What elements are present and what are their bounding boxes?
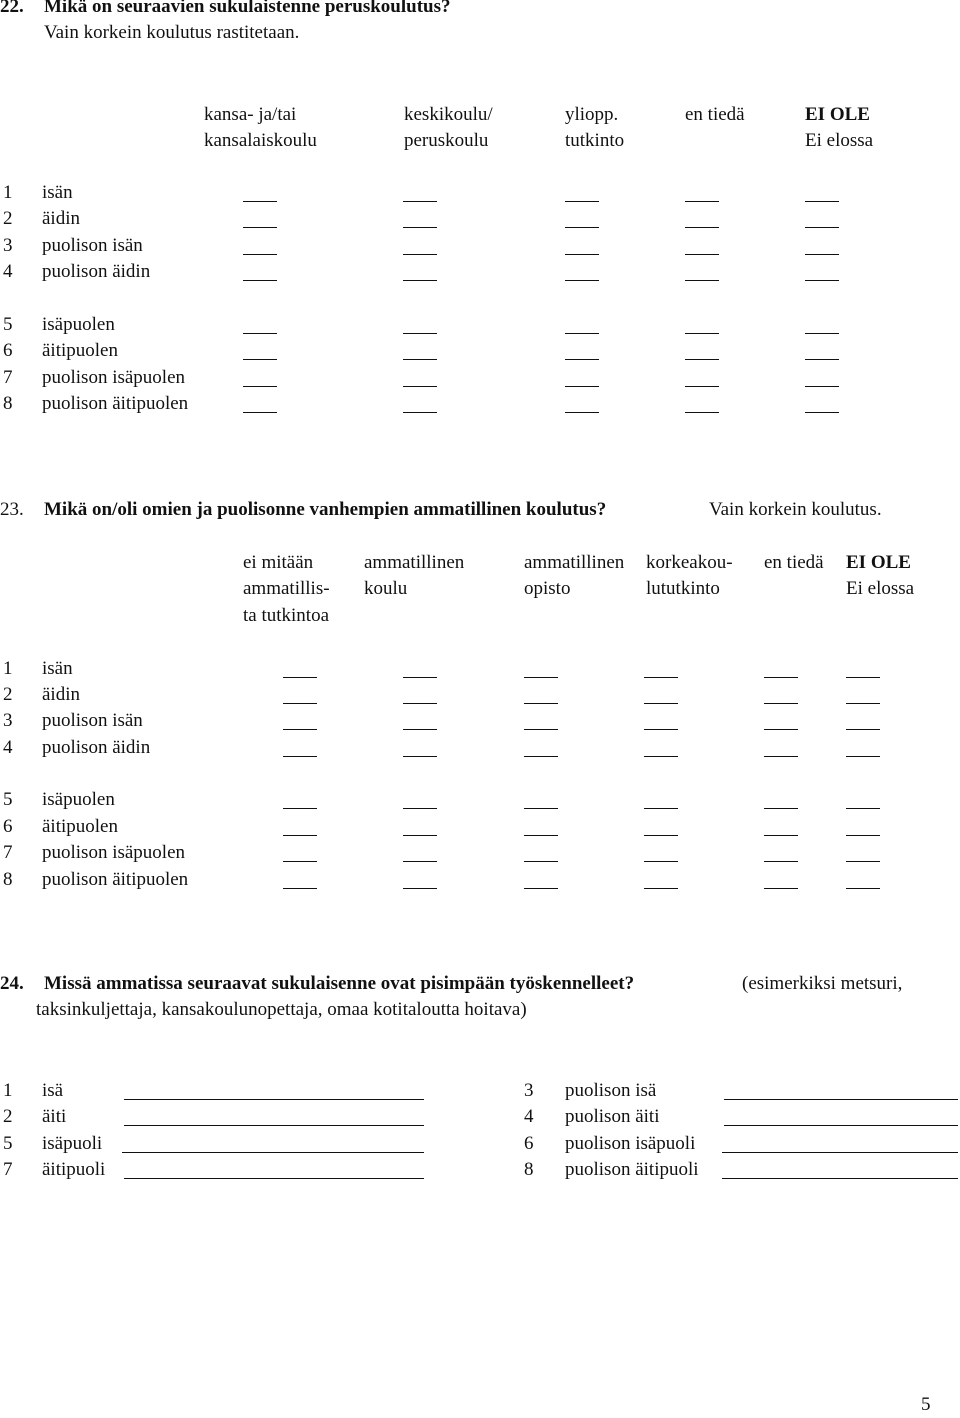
answer-blank[interactable] <box>846 756 880 757</box>
row-label: puolison isä <box>565 1080 657 1101</box>
row-number: 2 <box>3 684 13 705</box>
occupation-field[interactable] <box>124 1099 424 1100</box>
row-label: äidin <box>42 208 80 229</box>
answer-blank[interactable] <box>403 386 437 387</box>
q22-col-header: EI OLE <box>805 104 870 125</box>
q22-col-header: keskikoulu/ <box>404 104 493 125</box>
row-label: isäpuoli <box>42 1133 103 1154</box>
answer-blank[interactable] <box>243 386 277 387</box>
q22-col-header: kansalaiskoulu <box>204 130 317 151</box>
answer-blank[interactable] <box>805 280 839 281</box>
row-number: 5 <box>3 314 13 335</box>
q24-title: Missä ammatissa seuraavat sukulaisenne ovat pisimpään työskennelleet? <box>44 973 635 994</box>
answer-blank[interactable] <box>283 861 317 862</box>
answer-blank[interactable] <box>243 201 277 202</box>
answer-blank[interactable] <box>846 729 880 730</box>
row-number: 8 <box>3 869 13 890</box>
answer-blank[interactable] <box>283 888 317 889</box>
answer-blank[interactable] <box>805 201 839 202</box>
q22-col-header: Ei elossa <box>805 130 874 151</box>
q23-col-header: ei mitään <box>243 552 314 573</box>
row-label: puolison isän <box>42 710 143 731</box>
row-label: isäpuolen <box>42 314 115 335</box>
row-label: puolison äiti <box>565 1106 660 1127</box>
answer-blank[interactable] <box>403 677 437 678</box>
row-label: isän <box>42 182 73 203</box>
answer-blank[interactable] <box>565 280 599 281</box>
answer-blank[interactable] <box>685 333 719 334</box>
answer-blank[interactable] <box>243 227 277 228</box>
answer-blank[interactable] <box>764 703 798 704</box>
q23-number: 23. <box>0 499 24 520</box>
row-number: 6 <box>3 340 13 361</box>
answer-blank[interactable] <box>524 835 558 836</box>
answer-blank[interactable] <box>644 703 678 704</box>
answer-blank[interactable] <box>846 677 880 678</box>
answer-blank[interactable] <box>764 835 798 836</box>
answer-blank[interactable] <box>283 835 317 836</box>
q23-subtitle: Vain korkein koulutus. <box>709 499 882 520</box>
answer-blank[interactable] <box>524 808 558 809</box>
row-number: 4 <box>3 261 13 282</box>
row-label: puolison isäpuolen <box>42 367 186 388</box>
occupation-field[interactable] <box>124 1125 424 1126</box>
row-label: isän <box>42 658 73 679</box>
occupation-field[interactable] <box>124 1178 424 1179</box>
answer-blank[interactable] <box>644 861 678 862</box>
row-label: puolison isäpuolen <box>42 842 186 863</box>
answer-blank[interactable] <box>403 333 437 334</box>
q23-col-header: Ei elossa <box>846 578 915 599</box>
answer-blank[interactable] <box>565 201 599 202</box>
answer-blank[interactable] <box>524 703 558 704</box>
answer-blank[interactable] <box>644 808 678 809</box>
answer-blank[interactable] <box>403 703 437 704</box>
occupation-field[interactable] <box>724 1099 958 1100</box>
q23-col-header: koulu <box>364 578 408 599</box>
row-number: 1 <box>3 182 13 203</box>
row-number: 4 <box>524 1106 534 1127</box>
answer-blank[interactable] <box>764 729 798 730</box>
answer-blank[interactable] <box>685 412 719 413</box>
answer-blank[interactable] <box>403 280 437 281</box>
answer-blank[interactable] <box>403 412 437 413</box>
answer-blank[interactable] <box>846 703 880 704</box>
answer-blank[interactable] <box>524 677 558 678</box>
q23-col-header: korkeakou- <box>646 552 733 573</box>
q24-note: (esimerkiksi metsuri, <box>742 973 903 994</box>
q23-col-header: lututkinto <box>646 578 720 599</box>
answer-blank[interactable] <box>524 888 558 889</box>
answer-blank[interactable] <box>565 386 599 387</box>
answer-blank[interactable] <box>283 677 317 678</box>
q23-col-header: opisto <box>524 578 571 599</box>
row-number: 7 <box>3 1159 13 1180</box>
answer-blank[interactable] <box>403 254 437 255</box>
answer-blank[interactable] <box>283 729 317 730</box>
occupation-field[interactable] <box>722 1152 958 1153</box>
answer-blank[interactable] <box>403 227 437 228</box>
row-label: puolison isän <box>42 235 143 256</box>
answer-blank[interactable] <box>243 412 277 413</box>
row-label: puolison äidin <box>42 261 151 282</box>
answer-blank[interactable] <box>565 412 599 413</box>
row-label: äidin <box>42 684 80 705</box>
answer-blank[interactable] <box>524 861 558 862</box>
occupation-field[interactable] <box>122 1152 424 1153</box>
row-number: 6 <box>524 1133 534 1154</box>
q23-title: Mikä on/oli omien ja puolisonne vanhempien ammatillinen koulutus? <box>44 499 607 520</box>
answer-blank[interactable] <box>685 359 719 360</box>
answer-blank[interactable] <box>243 333 277 334</box>
q23-col-header: ta tutkintoa <box>243 605 330 626</box>
answer-blank[interactable] <box>805 386 839 387</box>
answer-blank[interactable] <box>764 888 798 889</box>
answer-blank[interactable] <box>403 835 437 836</box>
answer-blank[interactable] <box>764 677 798 678</box>
row-number: 1 <box>3 658 13 679</box>
row-number: 3 <box>3 235 13 256</box>
row-label: äitipuolen <box>42 340 118 361</box>
answer-blank[interactable] <box>685 280 719 281</box>
answer-blank[interactable] <box>403 729 437 730</box>
answer-blank[interactable] <box>565 333 599 334</box>
answer-blank[interactable] <box>644 888 678 889</box>
row-number: 5 <box>3 1133 13 1154</box>
q23-col-header: ammatillis- <box>243 578 330 599</box>
answer-blank[interactable] <box>846 835 880 836</box>
q22-col-header: kansa- ja/tai <box>204 104 297 125</box>
answer-blank[interactable] <box>565 254 599 255</box>
answer-blank[interactable] <box>805 359 839 360</box>
q22-col-header: tutkinto <box>565 130 625 151</box>
answer-blank[interactable] <box>805 254 839 255</box>
row-number: 2 <box>3 1106 13 1127</box>
q24-note: taksinkuljettaja, kansakoulunopettaja, omaa kotitaloutta hoitava) <box>36 999 527 1020</box>
answer-blank[interactable] <box>644 729 678 730</box>
answer-blank[interactable] <box>283 756 317 757</box>
answer-blank[interactable] <box>403 888 437 889</box>
answer-blank[interactable] <box>685 254 719 255</box>
answer-blank[interactable] <box>685 201 719 202</box>
answer-blank[interactable] <box>764 756 798 757</box>
row-number: 7 <box>3 842 13 863</box>
q23-col-header: en tiedä <box>764 552 824 573</box>
row-number: 3 <box>524 1080 534 1101</box>
row-label: isä <box>42 1080 64 1101</box>
answer-blank[interactable] <box>403 359 437 360</box>
row-number: 6 <box>3 816 13 837</box>
q23-col-header: ammatillinen <box>524 552 625 573</box>
q22-number: 22. <box>0 0 24 17</box>
answer-blank[interactable] <box>805 412 839 413</box>
answer-blank[interactable] <box>764 808 798 809</box>
answer-blank[interactable] <box>805 227 839 228</box>
answer-blank[interactable] <box>846 808 880 809</box>
page-number: 5 <box>921 1394 931 1415</box>
occupation-field[interactable] <box>724 1125 958 1126</box>
answer-blank[interactable] <box>243 254 277 255</box>
q22-subtitle: Vain korkein koulutus rastitetaan. <box>44 22 300 43</box>
row-label: isäpuolen <box>42 789 115 810</box>
row-number: 8 <box>524 1159 534 1180</box>
answer-blank[interactable] <box>524 756 558 757</box>
answer-blank[interactable] <box>283 808 317 809</box>
answer-blank[interactable] <box>403 756 437 757</box>
row-label: puolison äitipuoli <box>565 1159 699 1180</box>
row-label: äitipuolen <box>42 816 118 837</box>
row-number: 5 <box>3 789 13 810</box>
answer-blank[interactable] <box>403 201 437 202</box>
q23-col-header: EI OLE <box>846 552 911 573</box>
row-number: 1 <box>3 1080 13 1101</box>
answer-blank[interactable] <box>403 861 437 862</box>
q24-number: 24. <box>0 973 24 994</box>
answer-blank[interactable] <box>565 227 599 228</box>
row-number: 4 <box>3 737 13 758</box>
occupation-field[interactable] <box>722 1178 958 1179</box>
answer-blank[interactable] <box>805 333 839 334</box>
q22-title: Mikä on seuraavien sukulaistenne peruskoulutus? <box>44 0 451 17</box>
row-number: 2 <box>3 208 13 229</box>
answer-blank[interactable] <box>846 888 880 889</box>
row-label: äiti <box>42 1106 67 1127</box>
answer-blank[interactable] <box>764 861 798 862</box>
answer-blank[interactable] <box>243 359 277 360</box>
q23-col-header: ammatillinen <box>364 552 465 573</box>
row-label: äitipuoli <box>42 1159 106 1180</box>
answer-blank[interactable] <box>283 703 317 704</box>
row-label: puolison äitipuolen <box>42 869 189 890</box>
answer-blank[interactable] <box>243 280 277 281</box>
answer-blank[interactable] <box>846 861 880 862</box>
row-number: 3 <box>3 710 13 731</box>
answer-blank[interactable] <box>685 227 719 228</box>
answer-blank[interactable] <box>644 756 678 757</box>
answer-blank[interactable] <box>565 359 599 360</box>
answer-blank[interactable] <box>644 835 678 836</box>
row-number: 7 <box>3 367 13 388</box>
q22-col-header: en tiedä <box>685 104 745 125</box>
row-label: puolison isäpuoli <box>565 1133 696 1154</box>
row-number: 8 <box>3 393 13 414</box>
answer-blank[interactable] <box>403 808 437 809</box>
answer-blank[interactable] <box>685 386 719 387</box>
row-label: puolison äidin <box>42 737 151 758</box>
answer-blank[interactable] <box>644 677 678 678</box>
row-label: puolison äitipuolen <box>42 393 189 414</box>
answer-blank[interactable] <box>524 729 558 730</box>
q22-col-header: peruskoulu <box>404 130 489 151</box>
q22-col-header: yliopp. <box>565 104 619 125</box>
